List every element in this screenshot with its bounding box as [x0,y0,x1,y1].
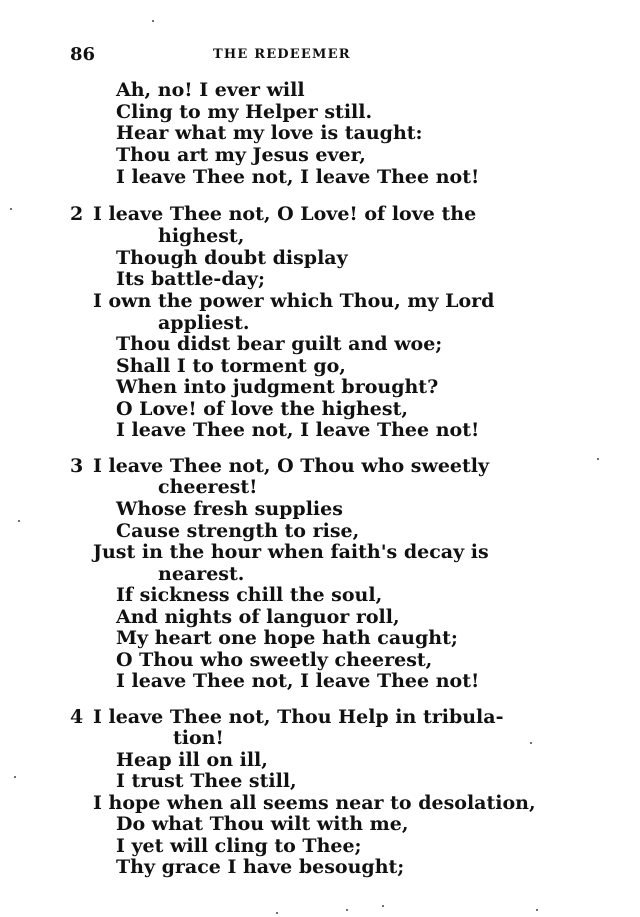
verse-line: I leave Thee not, I leave Thee not! [116,166,480,188]
print-speck [276,912,278,914]
verse-line: O Love! of love the highest, [116,398,408,420]
verse-line: Its battle-day; [116,268,265,290]
print-speck [14,776,16,778]
verse-line: And nights of languor roll, [116,606,400,628]
verse-line: I leave Thee not, I leave Thee not! [116,670,480,692]
print-speck [382,905,384,907]
verse-line: Whose fresh supplies [116,498,343,520]
verse-line: Heap ill on ill, [116,749,268,771]
verse-line: I leave Thee not, O Thou who sweetly [93,455,490,477]
verse-line: Though doubt display [116,247,348,269]
stanza-number: 3 [70,455,84,477]
verse-line: Thou art my Jesus ever, [116,144,366,166]
verse-line: Ah, no! I ever will [116,79,305,101]
verse-line: I leave Thee not, Thou Help in tribula- [93,706,504,728]
verse-line: Thy grace I have besought; [116,856,405,878]
verse-line: cheerest! [158,476,258,498]
verse-line: When into judgment brought? [116,376,439,398]
verse-line: O Thou who sweetly cheerest, [116,649,433,671]
stanza-number: 4 [70,706,84,728]
verse-line: Just in the hour when faith's decay is [93,541,489,563]
verse-line: I own the power which Thou, my Lord [93,290,495,312]
verse-line: nearest. [158,563,245,585]
verse-line: Cause strength to rise, [116,520,360,542]
verse-line: Do what Thou wilt with me, [116,813,409,835]
verse-line: tion! [173,727,224,749]
verse-line: I leave Thee not, I leave Thee not! [116,419,480,441]
print-speck [18,520,20,522]
verse-line: Hear what my love is taught: [116,122,423,144]
print-speck [536,909,538,911]
verse-line: highest, [158,225,245,247]
running-title: THE REDEEMER [213,47,351,62]
verse-line: I yet will cling to Thee; [116,835,362,857]
print-speck [597,458,599,460]
stanza-number: 2 [70,203,84,225]
verse-line: appliest. [158,312,250,334]
verse-line: I hope when all seems near to desolation, [93,792,536,814]
verse-line: I leave Thee not, O Love! of love the [93,203,477,225]
verse-line: Thou didst bear guilt and woe; [116,333,443,355]
page-header [70,44,450,68]
print-speck [530,742,532,744]
print-speck [10,208,12,210]
verse-line: Shall I to torment go, [116,355,346,377]
print-speck [152,20,154,22]
print-speck [346,909,348,911]
verse-line: If sickness chill the soul, [116,584,383,606]
verse-line: Cling to my Helper still. [116,101,373,123]
verse-line: I trust Thee still, [116,770,297,792]
page-number: 86 [70,44,96,65]
verse-line: My heart one hope hath caught; [116,627,458,649]
